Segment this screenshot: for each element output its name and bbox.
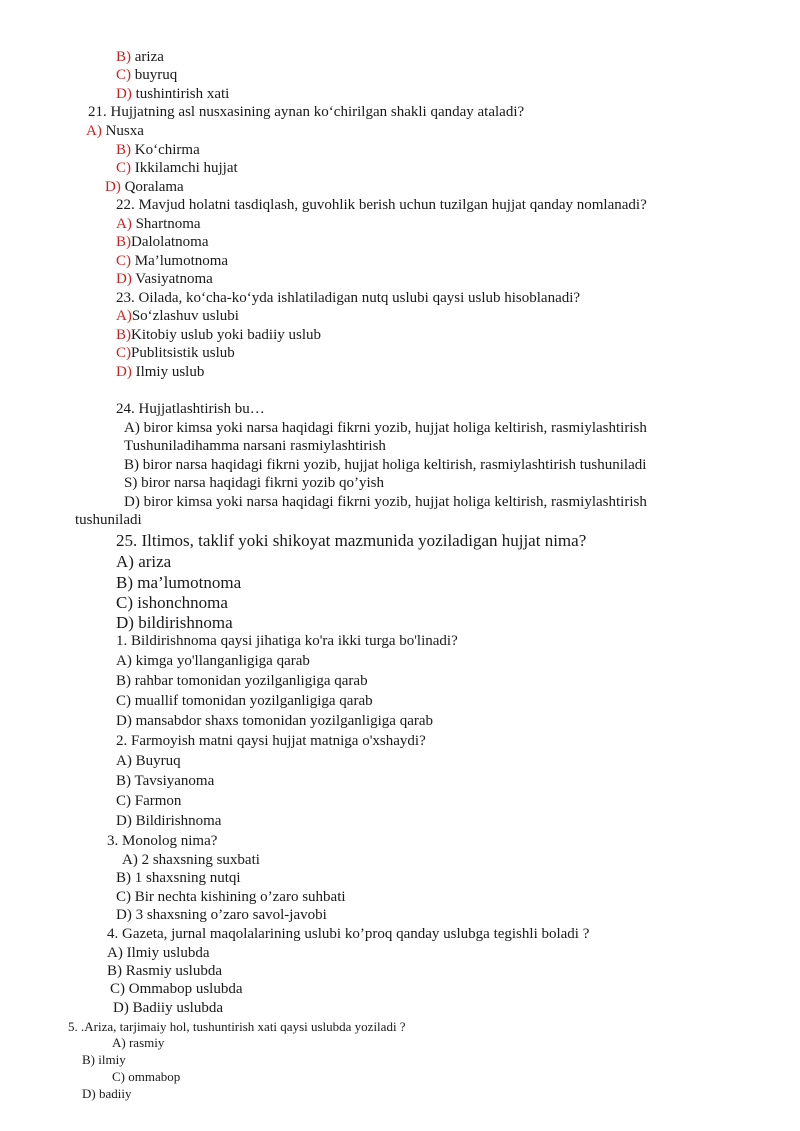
option-line (116, 871, 241, 886)
option-text: C) ishonchnoma (116, 593, 228, 612)
option-text: C) Bir nechta kishining o’zaro suhbati (116, 889, 346, 905)
option-line (110, 982, 243, 997)
option-line (105, 180, 184, 195)
option-line (116, 254, 228, 269)
question-line (88, 105, 524, 120)
option-line (116, 574, 241, 591)
question-text: 2. Farmoyish matni qaysi hujjat matniga o'xshaydi? (116, 733, 426, 749)
option-letter: C) (116, 345, 131, 361)
question-line (116, 291, 580, 306)
option-text: C) muallif tomonidan yozilganligiga qarab (116, 693, 373, 709)
option-text: ariza (131, 49, 164, 65)
option-text: B) ilmiy (82, 1052, 126, 1067)
option-text: Vasiyatnoma (131, 271, 213, 287)
option-line (116, 814, 221, 829)
option-text: B) rahbar tomonidan yozilganligiga qarab (116, 673, 368, 689)
option-line (113, 1001, 223, 1016)
option-line (116, 674, 368, 689)
option-letter: C) (116, 67, 131, 83)
option-text: D) biror kimsa yoki narsa haqidagi fikrni yozib, hujjat holiga keltirish, rasmiylashtirish (124, 494, 647, 510)
option-line (107, 964, 222, 979)
option-line (116, 87, 229, 102)
option-line (82, 1053, 126, 1066)
option-text: B) 1 shaxsning nutqi (116, 870, 241, 886)
option-line (116, 161, 238, 176)
option-line (116, 235, 208, 250)
option-text: B) Tavsiyanoma (116, 773, 215, 789)
question-line (107, 927, 589, 942)
option-letter: B) (116, 234, 131, 250)
option-line (124, 458, 646, 473)
option-line (116, 614, 233, 631)
option-text: D) badiiy (82, 1086, 132, 1101)
question-line (68, 1020, 406, 1033)
question-text: 24. Hujjatlashtirish bu… (116, 401, 265, 417)
option-letter: A) (116, 216, 132, 232)
option-letter: B) (116, 49, 131, 65)
option-line (116, 794, 181, 809)
option-line (86, 124, 144, 139)
option-letter: A) (116, 308, 132, 324)
option-text: Koʻchirma (131, 142, 200, 158)
option-text: A) kimga yo'llanganligiga qarab (116, 653, 310, 669)
option-text: tushuniladi (75, 512, 142, 528)
option-text: Ma’lumotnoma (131, 253, 229, 269)
option-text: A) rasmiy (112, 1035, 165, 1050)
option-text: A) Buyruq (116, 753, 181, 769)
option-line (124, 476, 384, 491)
option-line (116, 654, 310, 669)
question-text: 22. Mavjud holatni tasdiqlash, guvohlik berish uchun tuzilgan hujjat qanday nomlanadi? (116, 197, 647, 213)
option-text: S) biror narsa haqidagi fikrni yozib qo’yish (124, 475, 384, 491)
question-text: 25. Iltimos, taklif yoki shikoyat mazmunida yoziladigan hujjat nima? (116, 531, 587, 550)
option-text: A) biror kimsa yoki narsa haqidagi fikrni yozib, hujjat holiga keltirish, rasmiylashtirish (124, 420, 647, 436)
question-line (116, 402, 265, 417)
option-letter: D) (116, 364, 132, 380)
option-letter: B) (116, 327, 131, 343)
question-line (116, 634, 458, 649)
option-line (116, 553, 171, 570)
option-line (116, 346, 235, 361)
question-text: 21. Hujjatning asl nusxasining aynan koʻchirilgan shakli qanday ataladi? (88, 104, 525, 120)
option-line (112, 1036, 164, 1049)
option-text: tushintirish xati (131, 86, 230, 102)
option-line (116, 217, 201, 232)
question-line (116, 532, 586, 549)
question-line (116, 198, 647, 213)
option-line (116, 143, 200, 158)
option-text: Shartnoma (131, 216, 201, 232)
option-text: Ikkilamchi hujjat (131, 160, 238, 176)
option-text: Qoralama (120, 179, 184, 195)
option-line (124, 495, 647, 510)
option-text: Tushuniladihamma narsani rasmiylashtirish (124, 438, 386, 454)
option-line (116, 309, 239, 324)
option-letter: C) (116, 253, 131, 269)
question-text: 4. Gazeta, jurnal maqolalarining uslubi ko’proq qanday uslubga tegishli boladi ? (107, 926, 590, 942)
option-letter: D) (116, 271, 132, 287)
question-text: 5. .Ariza, tarjimaiy hol, tushuntirish xati qaysi uslubda yoziladi ? (68, 1019, 406, 1034)
option-line (116, 328, 321, 343)
question-text: 23. Oilada, koʻcha-koʻyda ishlatiladigan nutq uslubi qaysi uslub hisoblanadi? (116, 290, 581, 306)
option-line (116, 908, 327, 923)
option-line (116, 594, 228, 611)
question-text: 3. Monolog nima? (107, 833, 218, 849)
option-text: D) Badiiy uslubda (113, 1000, 223, 1016)
option-text: D) Bildirishnoma (116, 813, 222, 829)
option-letter: A) (86, 123, 102, 139)
option-line (124, 439, 386, 454)
option-text: Kitobiy uslub yoki badiiy uslub (131, 327, 322, 343)
option-text: A) Ilmiy uslubda (107, 945, 210, 961)
option-text: C) ommabop (112, 1069, 181, 1084)
option-line (116, 50, 164, 65)
option-text: C) Ommabop uslubda (110, 981, 243, 997)
option-line (116, 694, 373, 709)
option-text: D) 3 shaxsning o’zaro savol-javobi (116, 907, 327, 923)
option-line (116, 890, 346, 905)
option-line (122, 853, 260, 868)
option-text: Publitsistik uslub (131, 345, 235, 361)
option-line (116, 365, 204, 380)
option-line (116, 272, 213, 287)
option-text: C) Farmon (116, 793, 182, 809)
option-line (124, 421, 647, 436)
question-line (107, 834, 217, 849)
option-text: A) ariza (116, 552, 172, 571)
option-letter: B) (116, 142, 131, 158)
option-text: Soʻzlashuv uslubi (131, 308, 239, 324)
option-text: buyruq (131, 67, 178, 83)
option-line (116, 774, 214, 789)
option-text: Ilmiy uslub (131, 364, 205, 380)
question-line (116, 734, 426, 749)
option-letter: C) (116, 160, 131, 176)
option-text: D) bildirishnoma (116, 613, 233, 632)
option-letter: D) (116, 86, 132, 102)
option-line (75, 513, 142, 528)
question-text: 1. Bildirishnoma qaysi jihatiga ko'ra ikki turga bo'linadi? (116, 633, 458, 649)
option-line (116, 68, 177, 83)
option-text: Nusxa (101, 123, 144, 139)
option-line (112, 1070, 180, 1083)
option-text: B) Rasmiy uslubda (107, 963, 222, 979)
option-text: B) ma’lumotnoma (116, 573, 242, 592)
option-line (107, 946, 210, 961)
option-line (116, 754, 181, 769)
option-text: D) mansabdor shaxs tomonidan yozilganligiga qarab (116, 713, 434, 729)
option-text: B) biror narsa haqidagi fikrni yozib, hujjat holiga keltirish, rasmiylashtirish tushuniladi (124, 457, 647, 473)
option-text: Dalolatnoma (131, 234, 209, 250)
option-line (116, 714, 433, 729)
option-text: A) 2 shaxsning suxbati (122, 852, 260, 868)
option-line (82, 1087, 131, 1100)
option-letter: D) (105, 179, 121, 195)
